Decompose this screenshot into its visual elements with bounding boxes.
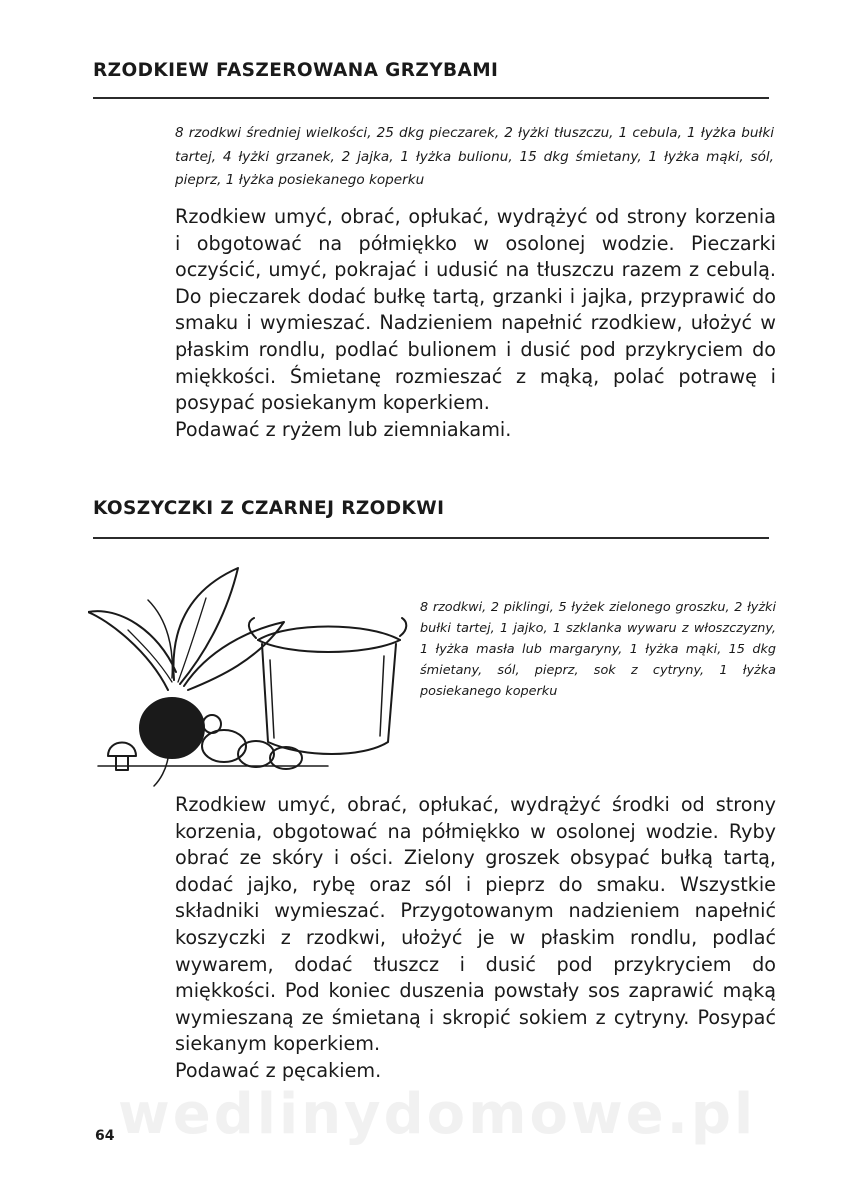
page-number: 64 bbox=[95, 1128, 115, 1144]
pot-handle-right bbox=[400, 618, 406, 636]
recipe-2-body bbox=[175, 792, 776, 1085]
title-underline bbox=[93, 537, 769, 539]
pot-handle-left bbox=[249, 618, 256, 638]
recipe-2-serving: Podawać z pęcakiem. bbox=[175, 1058, 382, 1082]
title-underline bbox=[93, 97, 769, 99]
pot-body bbox=[262, 644, 396, 754]
vegetable bbox=[203, 715, 221, 733]
leaf bbox=[184, 622, 284, 690]
recipe-2-ingredients: 8 rzodkwi, 2 piklingi, 5 łyżek zielonego groszku, 2 łyżki bułki tartej, 1 jajko, 1 szklanka wywaru z włoszczyzny, 1 łyżka masła lub margaryny, 1 łyżka mąki, 15 dkg śmietany, sól, pieprz, sok z cytryny, 1 łyżka posiekanego koperku bbox=[420, 600, 776, 699]
recipe-2-title: KOSZYCZKI Z CZARNEJ RZODKWI bbox=[93, 498, 445, 519]
recipe-1-ingredients: 8 rzodkwi średniej wielkości, 25 dkg pieczarek, 2 łyżki tłuszczu, 1 cebula, 1 łyżka bułki tartej, 4 łyżki grzanek, 2 jajka, 1 łyżka bulionu, 15 dkg śmietany, 1 łyżka mąki, sól, pieprz, 1 łyżka posiekanego koperku bbox=[175, 125, 774, 188]
mushroom bbox=[108, 743, 136, 757]
radish bbox=[140, 698, 204, 758]
radish-pot-illustration bbox=[88, 560, 408, 790]
recipe-1-instructions: Rzodkiew umyć, obrać, opłukać, wydrążyć od strony korzenia i obgotować na półmiękko w osolonej wodzie. Pieczarki oczyścić, umyć, pokrajać i udusić na tłuszczu razem z cebulą. Do pieczarek dodać bułkę tartą, grzanki i jajka, przyprawić do smaku i wymieszać. Nadzieniem napełnić rzodkiew, ułożyć w płaskim rondlu, podlać bulionem i dusić pod przykryciem do miękkości. Śmietanę rozmieszać z mąką, polać potrawę i posypać posiekanym koperkiem. bbox=[175, 205, 776, 415]
recipe-2-instructions: Rzodkiew umyć, obrać, opłukać, wydrążyć środki od strony korzenia, obgotować na półmiękko w osolonej wodzie. Ryby obrać ze skóry i ości. Zielony groszek obsypać bułką tartą, dodać jajko, rybę oraz sól i pieprz do smaku. Wszystkie składniki wymieszać. Przygotowanym nadzieniem napełnić koszyczki z rzodkwi, ułożyć je w płaskim rondlu, podlać wywarem, dodać tłuszcz i dusić pod przykryciem do miękkości. Pod koniec duszenia powstały sos zaprawić mąką wymieszaną ze śmietaną i skropić sokiem z cytryny. Posypać siekanym koperkiem. bbox=[175, 793, 776, 1056]
recipe-1-serving: Podawać z ryżem lub ziemniakami. bbox=[175, 417, 512, 441]
watermark: wedlinydomowe.pl bbox=[118, 1082, 757, 1147]
recipe-1-body bbox=[175, 204, 776, 443]
recipe-1-title: RZODKIEW FASZEROWANA GRZYBAMI bbox=[93, 60, 499, 81]
